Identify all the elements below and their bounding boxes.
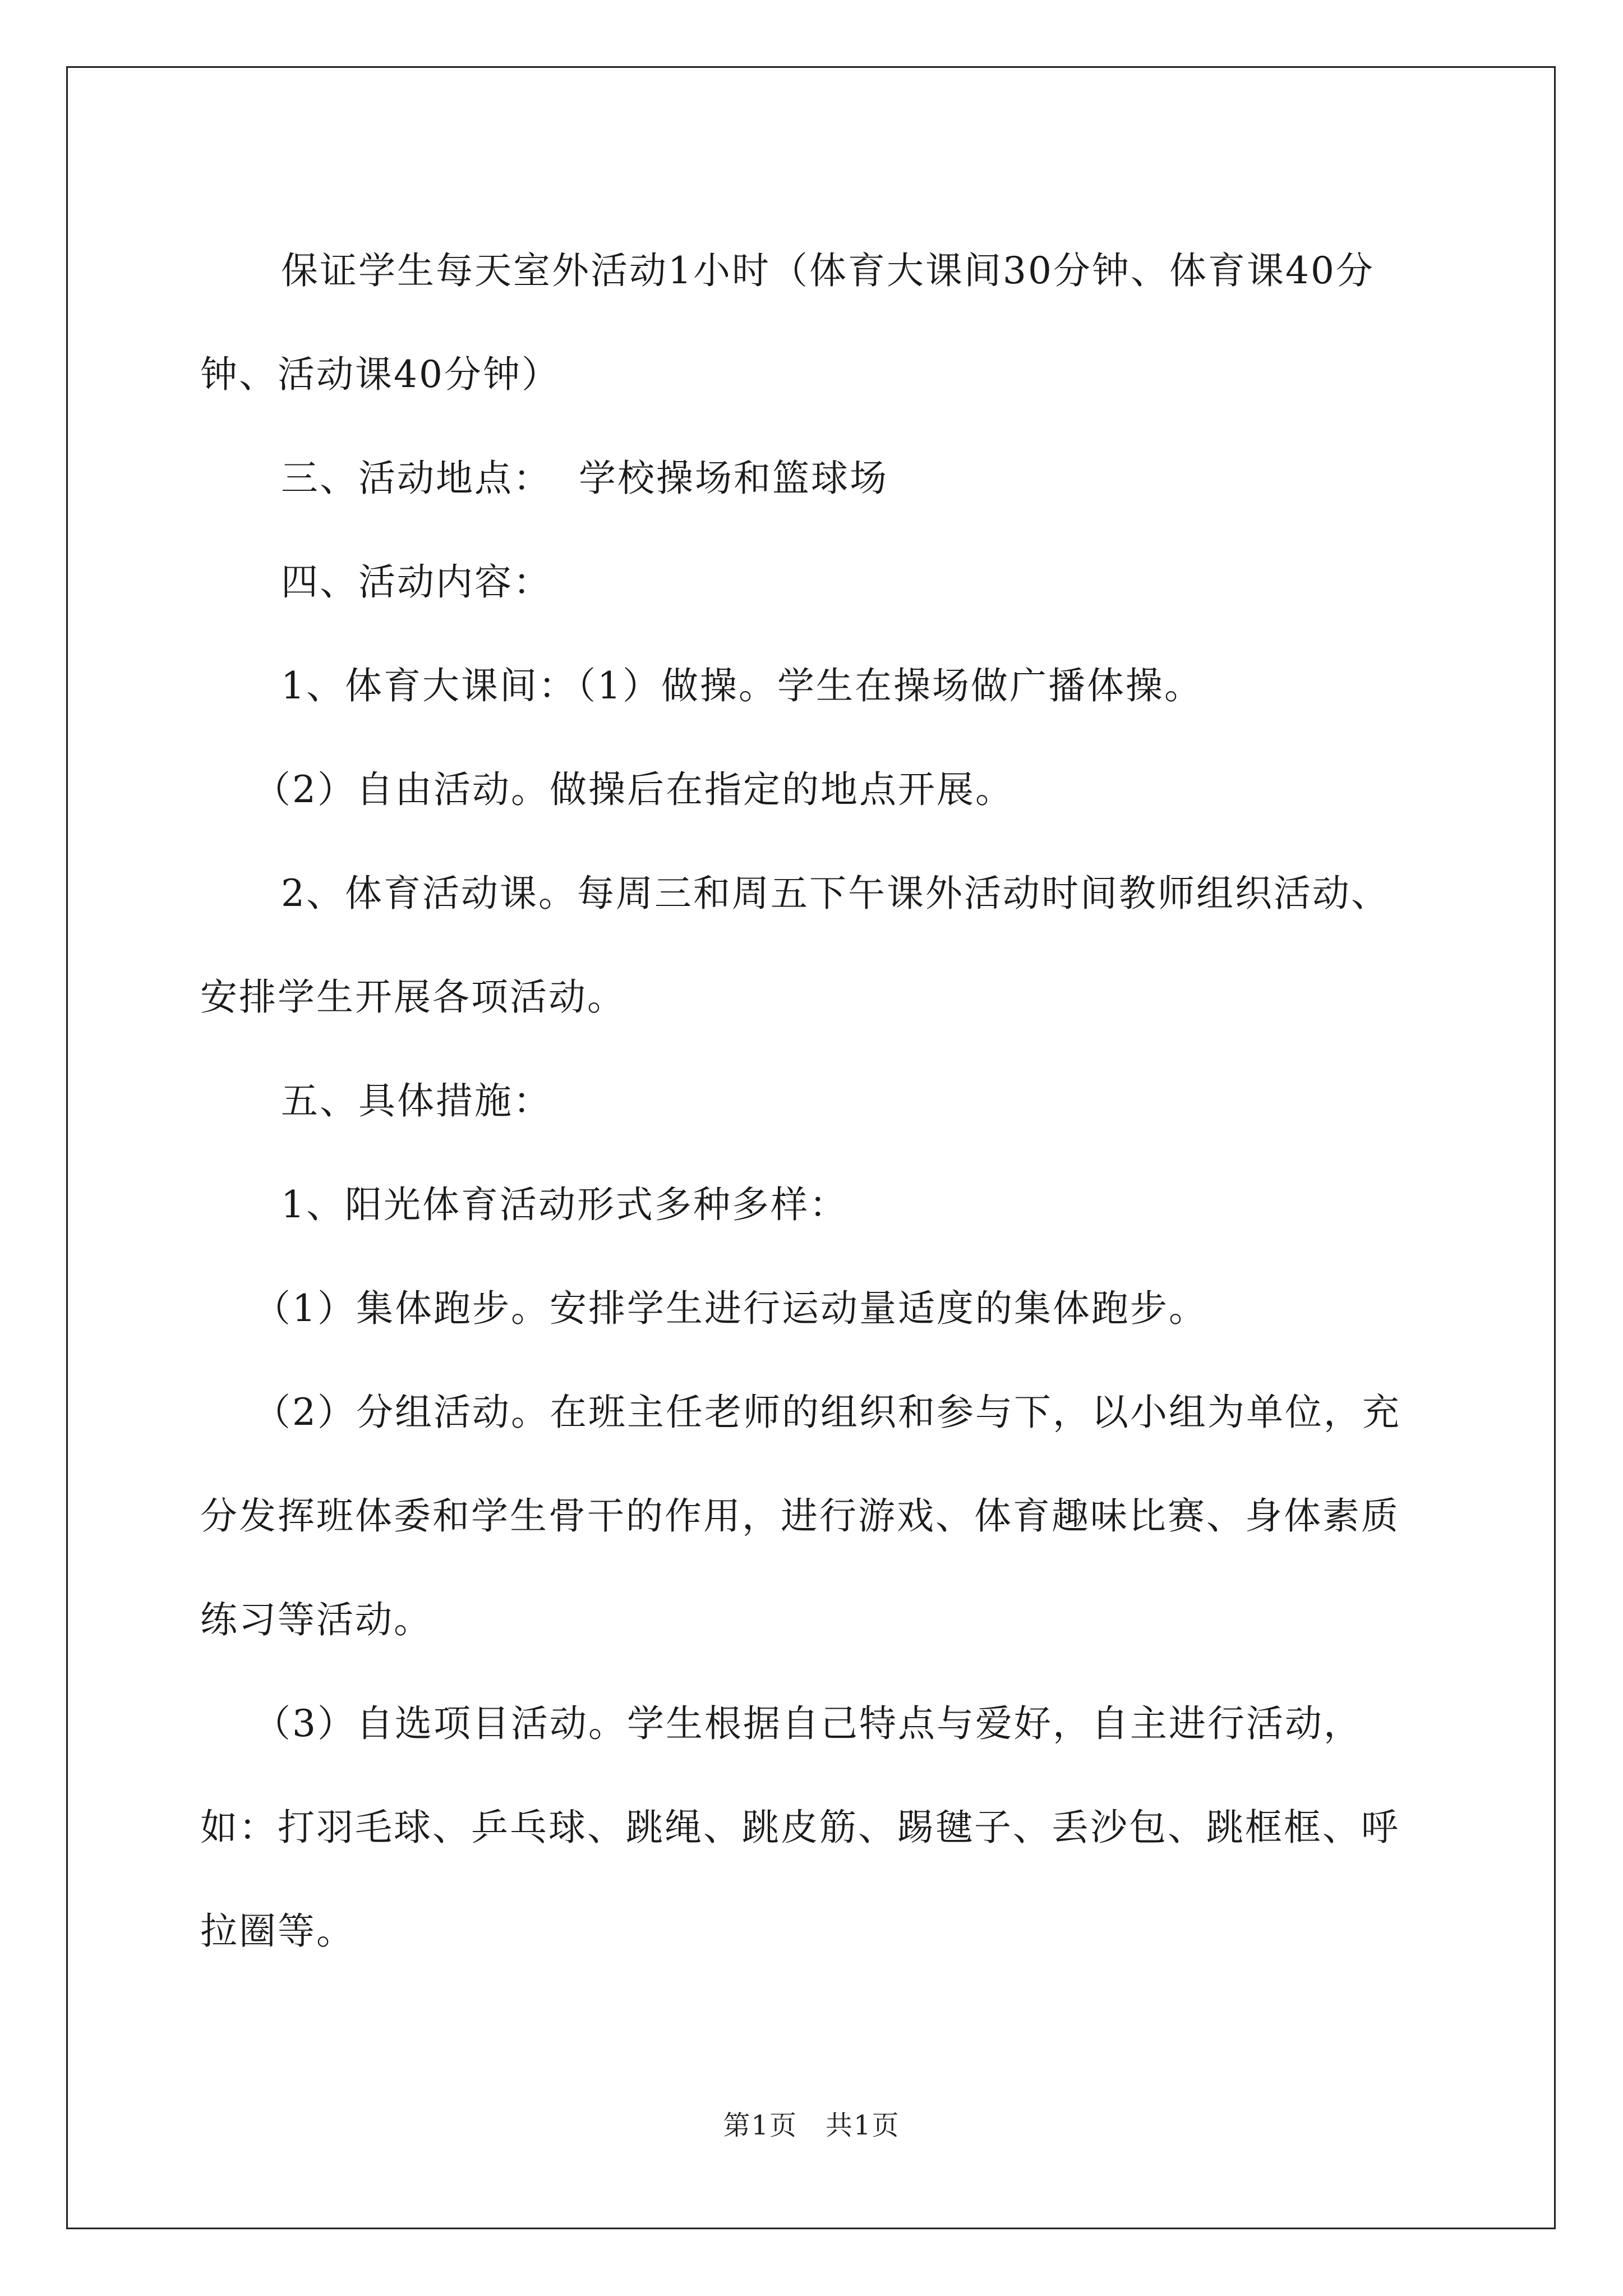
paragraph-free-activity: （2）自由活动。做操后在指定的地点开展。 xyxy=(253,768,1014,811)
paragraph-group-running: （1）集体跑步。安排学生进行运动量适度的集体跑步。 xyxy=(253,1287,1207,1330)
heading-activity-content: 四、活动内容： xyxy=(281,560,552,604)
paragraph-big-break: 1、体育大课间：（1）做操。学生在操场做广播体操。 xyxy=(281,664,1203,707)
document-body xyxy=(200,219,1423,1983)
paragraph-activity-time: 保证学生每天室外活动1小时（体育大课间30分钟、体育课40分钟、活动课40分钟） xyxy=(200,249,1375,396)
heading-activity-location: 三、活动地点： 学校操场和篮球场 xyxy=(281,457,888,500)
page-footer: 第1页 共1页 xyxy=(723,2110,900,2141)
paragraph-group-activity: （2）分组活动。在班主任老师的组织和参与下，以小组为单位，充分发挥班体委和学生骨干的作用，进行游戏、体育趣味比赛、身体素质练习等活动。 xyxy=(200,1391,1401,1641)
paragraph-activity-class: 2、体育活动课。每周三和周五下午课外活动时间教师组织活动、安排学生开展各项活动。 xyxy=(200,872,1390,1019)
paragraph-activity-forms: 1、阳光体育活动形式多种多样： xyxy=(281,1183,848,1226)
paragraph-elective-activity: （3）自选项目活动。学生根据自己特点与爱好，自主进行活动，如：打羽毛球、乒乓球、跳绳、跳皮筋、踢毽子、丢沙包、跳框框、呼拉圈等。 xyxy=(200,1702,1400,1953)
heading-measures: 五、具体措施： xyxy=(281,1079,552,1122)
